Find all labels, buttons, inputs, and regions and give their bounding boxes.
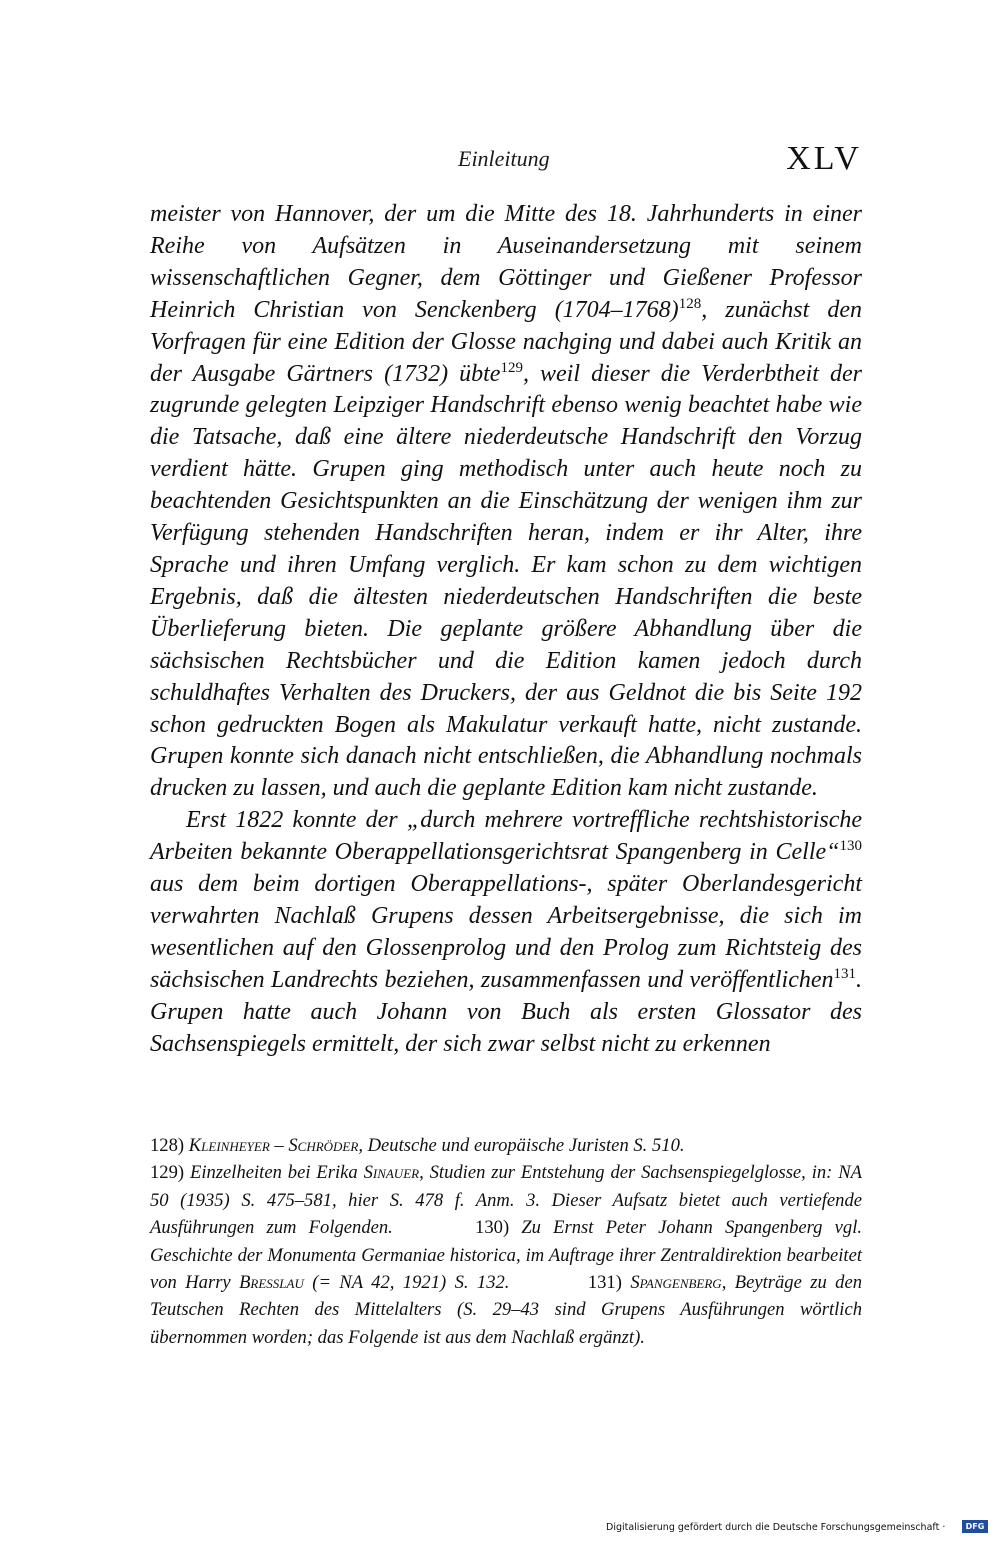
footnote-text-131: , Beyträge zu den Teutschen Rechten des Mittelalters (S. 29–43 sind Grupens Ausführungen wörtlich übernommen worden; das Folgende ist aus dem Nachlaß ergänzt). bbox=[150, 1272, 862, 1348]
footnote-text-130b: (= NA 42, 1921) S. 132. bbox=[303, 1272, 510, 1294]
footnote-ref-129[interactable]: 129 bbox=[500, 359, 523, 376]
footnote-number-128: 128) bbox=[150, 1135, 185, 1156]
footnote-text-130a: Zu Ernst Peter Johann Spangenberg vgl. Geschichte der Monumenta Germaniae historica, im Auftrage ihrer Zentraldirektion bearbeitet von Harry bbox=[150, 1217, 863, 1294]
footnote-text-128: , Deutsche und europäische Juristen S. 510. bbox=[358, 1135, 685, 1156]
footnotes bbox=[150, 1132, 862, 1351]
footnote-number-130: 130) bbox=[475, 1217, 510, 1239]
paragraph-2 bbox=[150, 805, 862, 1060]
running-title: Einleitung bbox=[458, 146, 550, 171]
footnote-text-129b: , Studien zur Entstehung der Sachsenspiegelglosse, in: NA 50 (1935) S. 475–581, hier S. 478 f. Anm. 3. Dieser Aufsatz bietet auch vertiefende Ausführungen zum Folgenden. bbox=[150, 1162, 862, 1239]
text-run: Erst 1822 konnte der „durch mehrere vortreffliche rechtshistorische Arbeiten bekannte Oberappellationsgerichtsrat Spangenberg in Celle“ bbox=[150, 807, 862, 866]
page-header bbox=[150, 140, 862, 180]
footnote-ref-131[interactable]: 131 bbox=[833, 965, 856, 982]
footnote-ref-128[interactable]: 128 bbox=[678, 295, 702, 312]
text-run: . Grupen hatte auch Johann von Buch als ersten Glossator des Sachsenspiegels ermittelt, der sich zwar selbst nicht zu erkennen bbox=[150, 966, 862, 1057]
footnote-ref-130[interactable]: 130 bbox=[839, 838, 862, 855]
text-run: meister von Hannover, der um die Mitte des 18. Jahrhunderts in einer Reihe von Aufsätzen in Auseinandersetzung mit seinem wissenschaftlichen Gegner, dem Göttinger und Gießener Professor Heinrich Christian von Senckenberg (1704–1768) bbox=[150, 201, 862, 323]
text-run: aus dem beim dortigen Oberappellations-, später Oberlandesgericht verwahrten Nachlaß Grupens dessen Arbeitsergebnisse, die sich im wesentlichen auf den Glossenprolog und den Prolog zum Richtsteig des sächsischen Landrechts beziehen, zusammenfassen und veröffentlichen bbox=[150, 871, 862, 993]
text-run: , zunächst den Vorfragen für eine Edition der Glosse nachging und dabei auch Kritik an der Ausgabe Gärtners (1732) übte bbox=[150, 296, 863, 387]
main-text bbox=[150, 199, 862, 1060]
dfg-logo: DFG bbox=[962, 1520, 988, 1533]
footnote-number-129: 129) bbox=[150, 1162, 185, 1184]
page-number: XLV bbox=[786, 140, 862, 177]
text-run: , weil dieser die Verderbtheit der zugrunde gelegten Leipziger Handschrift ebenso wenig beachtet habe wie die Tatsache, daß eine ältere niederdeutsche Handschrift den Vorzug verdient hätte. Grupen ging methodisch unter auch heute noch zu beachtenden Gesichtspunkten an die Einschätzung der wenigen ihm zur Verfügung stehenden Handschriften heran, indem er ihr Alter, ihre Sprache und ihren Umfang verglich. Er kam schon zu dem wichtigen Ergebnis, daß die ältesten niederdeutschen Handschriften die beste Überlieferung bieten. Die geplante größere Abhandlung über die sächsischen Rechtsbücher und die Edition kamen jedoch durch schuldhaftes Verhalten des Druckers, der aus Geldnot die bis Seite 192 schon gedruckten Bogen als Makulatur verkauft hatte, nicht zustande. Grupen konnte sich danach nicht entschließen, die Abhandlung nochmals drucken zu lassen, und auch die geplante Edition kam nicht zustande. bbox=[150, 360, 862, 802]
author-name: Sinauer bbox=[363, 1162, 420, 1184]
paragraph-1 bbox=[150, 199, 862, 805]
footnote-number-131: 131) bbox=[587, 1272, 622, 1294]
footnote-text-129a: Einzelheiten bei Erika bbox=[189, 1162, 364, 1184]
author-name: Kleinheyer – Schröder bbox=[188, 1135, 359, 1156]
author-name: Spangenberg bbox=[630, 1272, 722, 1294]
author-name: Bresslau bbox=[239, 1272, 304, 1294]
digitization-note: Digitalisierung gefördert durch die Deutsche Forschungsgemeinschaft · bbox=[606, 1522, 946, 1533]
